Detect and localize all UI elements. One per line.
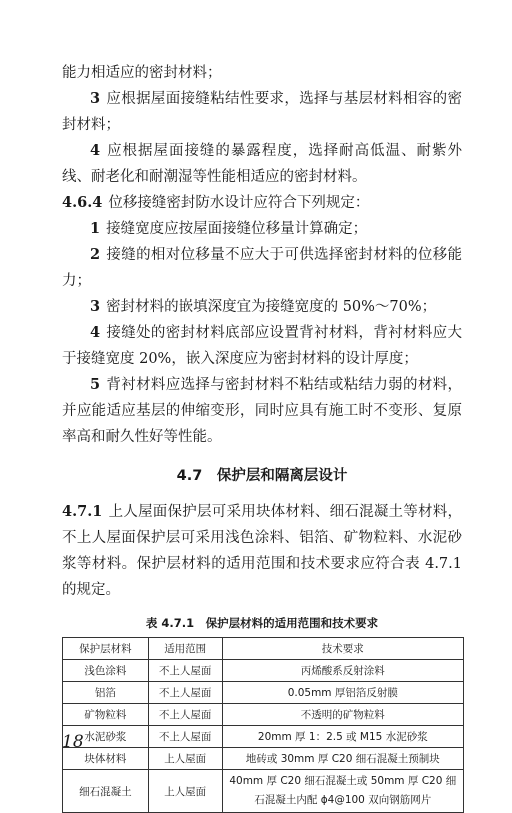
list-item-3 [62, 86, 462, 138]
clause-number: 4.6.4 [62, 194, 103, 211]
table-cell: 块体材料 [63, 748, 149, 770]
table-cell: 矿物粒料 [63, 704, 149, 726]
list-item-3b [62, 294, 462, 320]
column-header: 保护层材料 [63, 638, 149, 660]
item-text: 密封材料的嵌填深度宜为接缝宽度的 50%～70%； [106, 299, 437, 315]
item-number: 3 [90, 298, 101, 315]
item-text: 接缝的相对位移量不应大于可供选择密封材料的位移能力； [62, 247, 462, 289]
clause-text: 位移接缝密封防水设计应符合下列规定： [108, 195, 370, 211]
item-text: 背衬材料应选择与密封材料不粘结或粘结力弱的材料，并应能适应基层的伸缩变形，同时应具有施工时不变形、复原率高和耐久性好等性能。 [62, 377, 462, 445]
item-number: 2 [90, 246, 101, 263]
clause-4-6-4 [62, 190, 462, 216]
item-number: 5 [90, 376, 101, 393]
table-header-row [63, 638, 464, 660]
table-cell: 不上人屋面 [148, 660, 222, 682]
table-cell: 不上人屋面 [148, 682, 222, 704]
table-cell: 20mm 厚 1：2.5 或 M15 水泥砂浆 [222, 726, 463, 748]
table-cell: 细石混凝土 [63, 770, 149, 813]
section-heading: 4.7 保护层和隔离层设计 [176, 468, 348, 484]
clause-text: 上人屋面保护层可采用块体材料、细石混凝土等材料，不上人屋面保护层可采用浅色涂料、铝箔、矿物粒料、水泥砂浆等材料。保护层材料的适用范围和技术要求应符合表 4.7.1 的规定。 [62, 504, 462, 598]
table-row [63, 726, 464, 748]
table-cell: 水泥砂浆 [63, 726, 149, 748]
table-row [63, 770, 464, 813]
item-number: 1 [90, 220, 101, 237]
table-row [63, 748, 464, 770]
clause-4-7-1 [62, 499, 462, 603]
list-item-2 [62, 242, 462, 294]
table-row [63, 704, 464, 726]
table-cell: 地砖或 30mm 厚 C20 细石混凝土预制块 [222, 748, 463, 770]
table-caption: 表 4.7.1 保护层材料的适用范围和技术要求 [145, 616, 379, 630]
table-cell: 浅色涂料 [63, 660, 149, 682]
paragraph-continuation: 能力相适应的密封材料； [62, 65, 222, 81]
list-item-4b [62, 320, 462, 372]
list-item-4 [62, 138, 462, 190]
item-text: 应根据屋面接缝的暴露程度，选择耐高低温、耐紫外线、耐老化和耐潮湿等性能相适应的密封材料。 [62, 143, 462, 185]
clause-number: 4.7.1 [62, 503, 103, 520]
list-item-5 [62, 372, 462, 450]
item-number: 4 [90, 142, 101, 159]
item-text: 接缝宽度应按屋面接缝位移量计算确定； [106, 221, 368, 237]
column-header: 技术要求 [222, 638, 463, 660]
table-row [63, 660, 464, 682]
item-text: 应根据屋面接缝粘结性要求，选择与基层材料相容的密封材料； [62, 91, 462, 133]
table-cell: 不上人屋面 [148, 704, 222, 726]
table-cell: 不透明的矿物粒料 [222, 704, 463, 726]
table-cell: 不上人屋面 [148, 726, 222, 748]
page-number: 18 [62, 732, 84, 752]
list-item-1 [62, 216, 462, 242]
item-text: 接缝处的密封材料底部应设置背衬材料，背衬材料应大于接缝宽度 20%，嵌入深度应为密封材料的设计厚度； [62, 325, 462, 367]
table-cell: 上人屋面 [148, 748, 222, 770]
table-cell: 铝箔 [63, 682, 149, 704]
table-cell: 丙烯酸系反射涂料 [222, 660, 463, 682]
item-number: 4 [90, 324, 101, 341]
item-number: 3 [90, 90, 101, 107]
column-header: 适用范围 [148, 638, 222, 660]
body-text [62, 60, 462, 813]
table-cell: 上人屋面 [148, 770, 222, 813]
table-cell: 40mm 厚 C20 细石混凝土或 50mm 厚 C20 细石混凝土内配 ϕ4@100 双向钢筋网片 [222, 770, 463, 813]
table-cell: 0.05mm 厚铝箔反射膜 [222, 682, 463, 704]
table-row [63, 682, 464, 704]
